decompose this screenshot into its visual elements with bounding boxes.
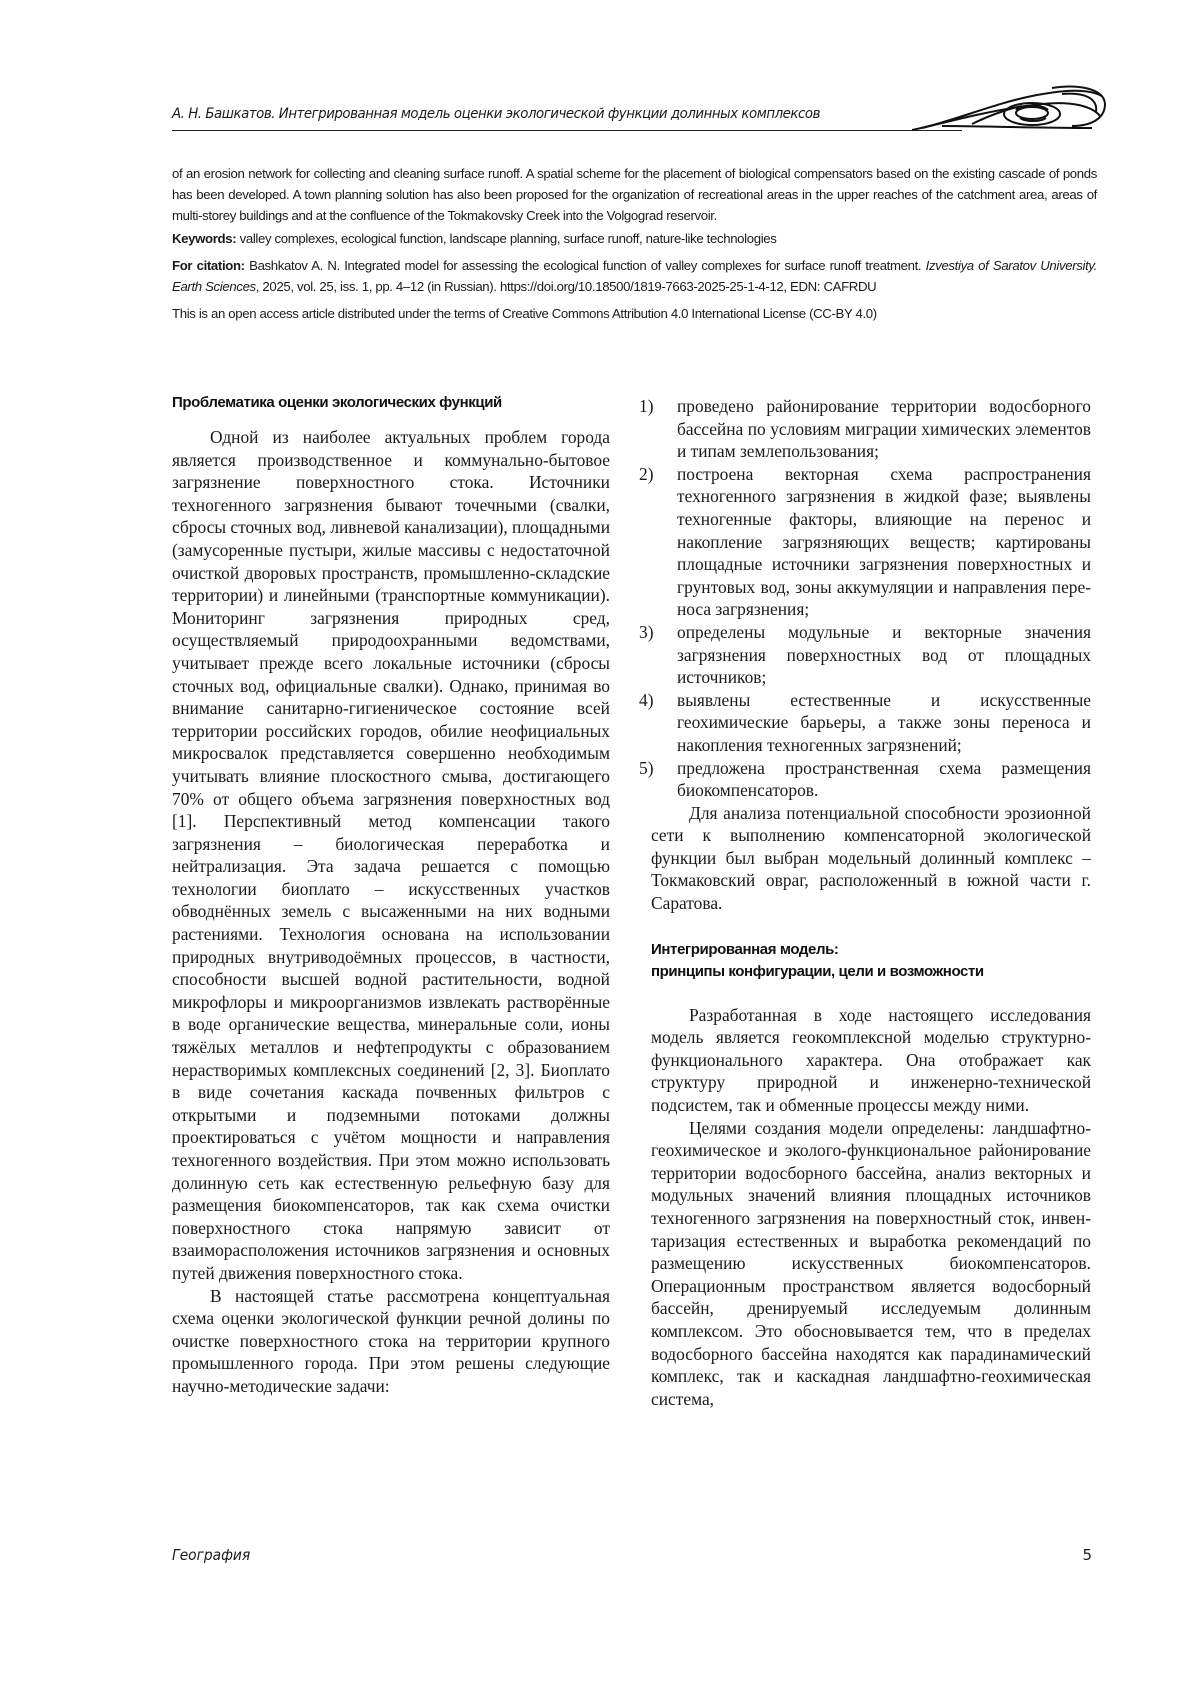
- running-head-title: А. Н. Башкатов. Интегрированная модель оценки экологической функции долинных комплексов: [172, 106, 820, 122]
- task-text: определены модульные и векторные значения загрязнения поверхностных вод от площадных источников;: [677, 621, 1091, 688]
- task-number: 1): [639, 396, 654, 416]
- section-heading-integrated-model: [651, 939, 1091, 983]
- task-list-item: [639, 689, 1091, 757]
- section-heading-problems: Проблематика оценки экологических функций: [172, 394, 502, 411]
- task-list-item: [639, 621, 1091, 689]
- task-list-item: [639, 463, 1091, 621]
- heading-line-1: Интегрированная модель:: [651, 940, 839, 958]
- task-text: построена векторная схема распространения техногенного загрязнения в жидкой фазе; выявлены техногенные факторы, влияющие на перенос и накопление загрязняющих веществ; картированы площадные источники загрязнения поверхностных и грунтовых вод, зоны аккумуляции и направления переноса загрязнения;: [677, 463, 1091, 620]
- abstract-continuation: of an erosion network for collecting and cleaning surface runoff. A spatial scheme for the placement of biological compensators based on the existing cascade of ponds has been developed. A town planning solution has also been proposed for the organization of recreational areas in the upper reaches of the catchment area, areas of multi-storey buildings and at the confluence of the Tokmakovsky Creek into the Volgograd reservoir.: [172, 166, 1097, 224]
- task-text: предложена пространственная схема размещения биокомпенсаторов.: [677, 757, 1091, 801]
- citation-details[interactable]: , 2025, vol. 25, iss. 1, pp. 4–12 (in Russian). https://doi.org/10.18500/1819-7663-2025-25-1-4-12, EDN: CAFRDU: [255, 279, 877, 295]
- page-number: 5: [1082, 1546, 1092, 1564]
- body-paragraph: Для анализа потенциальной способности эрозионной сети к выполнению компенсаторной экологической функции был выбран модельный долинный комплекс – Токмаковский овраг, расположенный в южной части г. Саратова.: [651, 802, 1091, 914]
- header-rule: [172, 130, 962, 131]
- license-line: This is an open access article distributed under the terms of Creative Commons Attribution 4.0 International License (CC-BY 4.0): [172, 306, 877, 322]
- page-footer: [172, 1546, 1092, 1570]
- footer-section-name: География: [172, 1546, 251, 1564]
- task-text: проведено районирование территории водосборного бассейна по условиям миграции химических элементов и типам землепользования;: [677, 396, 1091, 462]
- task-number: 2): [639, 463, 654, 484]
- task-list-item: [639, 757, 1091, 802]
- citation-text: Bashkatov A. N. Integrated model for assessing the ecological function of valley complexes for surface runoff treatment.: [249, 257, 922, 273]
- task-number: 5): [639, 757, 654, 778]
- task-text: выявлены естественные и искусственные геохимические барьеры, а также зоны переноса и накопления техногенных загрязнений;: [677, 689, 1091, 755]
- running-head: [172, 100, 1102, 130]
- heading-line-2: принципы конфигурации, цели и возможности: [651, 962, 984, 980]
- task-list-item: [639, 395, 1091, 463]
- art-nouveau-ornament-icon: [912, 82, 1107, 134]
- task-list: [639, 395, 1091, 802]
- body-paragraph: В настоящей статье рассмотрена концептуальная схема оценки экологической функции речной долины по очистке поверхностного стока на территории крупного промышленного города. При этом решены следующие научно-методические задачи:: [172, 1285, 610, 1396]
- keywords-label: Keywords:: [172, 230, 237, 246]
- citation-journal: Izvestiya of Saratov University. Earth Sciences: [172, 257, 1097, 295]
- task-number: 4): [639, 689, 654, 710]
- keywords-line: [172, 228, 1097, 249]
- body-paragraph: Одной из наиболее актуальных проблем города является производственное и коммунально-бытовое загрязнение поверхностного стока. Источники техногенного загрязнения бывают точечными (свалки, сбросы сточных вод, ливневой канализации), площадными (замусоренные пустыри, жилые массивы с недостаточной очисткой дворовых пространств, промышленно-складские территории) и линейными (транспортные коммуникации). Мониторинг загрязнения природных сред, осуществляемый природоохранными ведомствами, учитывает прежде всего локальные источники (сбросы сточных вод, официальные свалки). Однако, принимая во внимание санитарно-гигиеническое состояние всей территории российских городов, обилие неофициальных микросвалок представляется совершенно необходимым учитывать влияние плоскостного смыва, достигающего 70% от общего объема загрязнения поверхностных вод [1]. Перспективный метод компенсации такого загрязнения – биологическая переработка и нейтрализация. Эта задача решается с помощью технологии биоплато – искусственных участков обводнённых земель с высаженными на них водными растениями. Технология основана на использовании природных внутриводоёмных процессов, в частности, способности высшей водной растительности, водной микрофлоры и микроорганизмов извлекать растворённые в воде органические вещества, минеральные соли, ионы тяжёлых металлов и нефтепродукты с образованием нерастворимых комплексных соединений [2, 3]. Биоплато в виде сочетания каскада почвенных фильтров с открытыми и подземными потоками должны проектироваться с учётом мощности и направления техногенного воздействия. При этом можно использовать долинную сеть как естественную рельефную базу для размещения биокомпенсаторов, так как схема очистки поверхностного стока напрямую зависит от взаиморасположения источников загрязнения и основных путей движения поверхностного стока.: [172, 427, 610, 1283]
- body-paragraph: Разработанная в ходе настоящего исследования модель является геокомплексной моделью структурно-функционального характера. Она отображает как структуру природной и инженерно-технической подсистем, так и обменные процессы между ними.: [651, 1004, 1091, 1116]
- citation-line: [172, 255, 1097, 297]
- right-column: [639, 395, 1091, 1410]
- task-number: 3): [639, 621, 654, 642]
- body-paragraph: Целями создания модели определены: ландшафтно-геохимическое и эколого-функциональное районирование территории водосборного бассейна, анализ векторных и модульных значений влияния площадных источников техногенного загрязнения на поверхностный сток, инвентаризация естественных и выработка рекомендаций по размещению искусственных биокомпенсаторов. Операционным пространством является водосборный бассейн, дренируемый исследуемым долинным комплексом. Это обосновывается тем, что в пределах водосборного бассейна находятся как парадинамический комплекс, так и каскадная ландшафтно-геохимическая система,: [651, 1117, 1091, 1409]
- left-column: [172, 392, 610, 1398]
- abstract-block: [172, 163, 1097, 324]
- citation-label: For citation:: [172, 257, 245, 273]
- keywords-text: valley complexes, ecological function, landscape planning, surface runoff, nature-like technologies: [239, 230, 777, 246]
